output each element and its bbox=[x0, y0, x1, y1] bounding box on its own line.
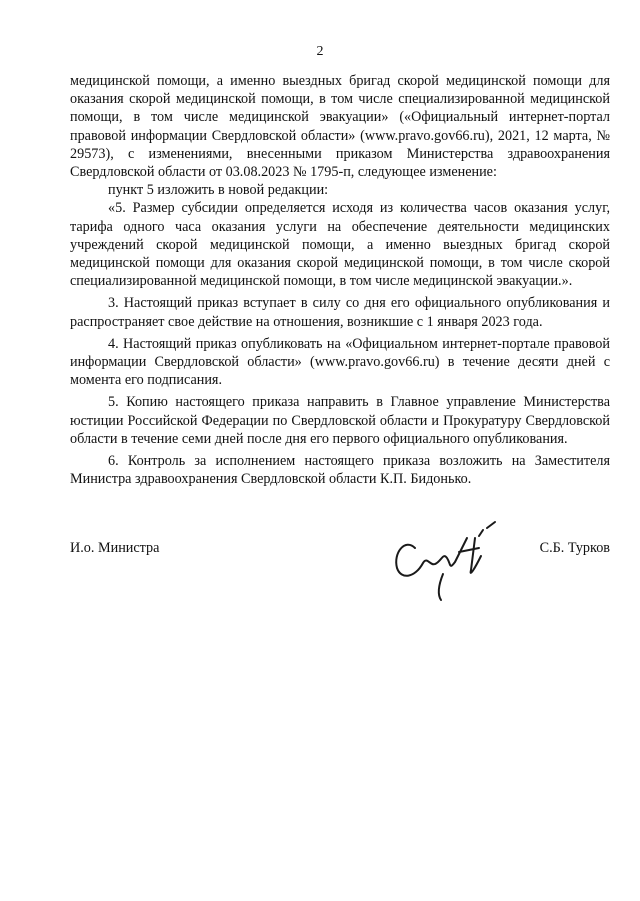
paragraph-amendment-intro: пункт 5 изложить в новой редакции: bbox=[108, 182, 329, 199]
page-number: 2 bbox=[316, 44, 324, 59]
paragraph-continuation: медицинской помощи, а именно выездных бригад скорой медицинской помощи для оказания скорой медицинской помощи, в том числе специализированной медицинской помощи, в том числе медицинской эвакуации» («Официальный интернет-портал правовой информации Свердловской области» (www.pravo.gov66.ru), 2021, 12 марта, № 29573), с изменениями, внесенными приказом Министерства здравоохранения Свердловской области от 03.08.2023 № 1795-п, следующее изменение: bbox=[70, 73, 610, 181]
handwritten-signature bbox=[375, 508, 525, 618]
signature-block bbox=[70, 536, 610, 616]
document-body bbox=[70, 72, 610, 488]
paragraph-item-6: 6. Контроль за исполнением настоящего приказа возложить на Заместителя Министра здравоохранения Свердловской области К.П. Бидонько. bbox=[70, 453, 610, 488]
signer-position: И.о. Министра bbox=[70, 540, 160, 556]
paragraph-item-5: 5. Копию настоящего приказа направить в Главное управление Министерства юстиции Российской Федерации по Свердловской области и Прокуратуру Свердловской области в течение семи дней после дня его первого официального опубликования. bbox=[70, 394, 610, 447]
paragraph-clause-5: «5. Размер субсидии определяется исходя из количества часов оказания услуг, тарифа одного часа оказания услуги на обеспечение деятельности медицинских учреждений скорой медицинской помощи, а именно выездных бригад скорой медицинской помощи для оказания скорой медицинской помощи, в том числе скорой специализированной медицинской помощи, в том числе медицинской эвакуации.». bbox=[70, 200, 610, 290]
paragraph-item-3: 3. Настоящий приказ вступает в силу со дня его официального опубликования и распространяет свое действие на отношения, возникшие с 1 января 2023 года. bbox=[70, 295, 610, 330]
paragraph-item-4: 4. Настоящий приказ опубликовать на «Официальном интернет-портале правовой информации Свердловской области» (www.pravo.gov66.ru) в течение десяти дней с момента его подписания. bbox=[70, 335, 610, 389]
signer-name: С.Б. Турков bbox=[539, 540, 610, 556]
